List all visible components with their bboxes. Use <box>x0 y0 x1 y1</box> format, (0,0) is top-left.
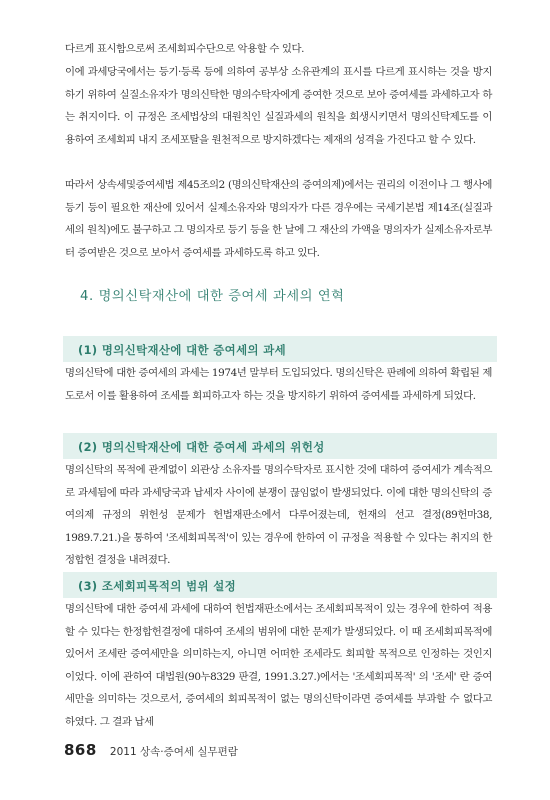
page-number: 868 <box>64 741 97 759</box>
subheading-2-box <box>63 433 497 459</box>
book-title: 2011 상속·증여세 실무편람 <box>109 746 238 758</box>
subheading-3: (3) 조세회피목적의 범위 설정 <box>78 579 237 593</box>
subheading-3-box <box>63 572 497 598</box>
paragraph-sub2: 명의신탁의 목적에 관계없이 외관상 소유자를 명의수탁자로 표시한 것에 대하여 증여세가 계속적으로 과세됨에 따라 과세당국과 납세자 사이에 분쟁이 끊임없이 발생되었다. 이에 대한 명의신탁의 증여의제 규정의 위헌성 문제가 헌법재판소에서 다루어졌는데, 헌재의 선고 결정(89헌마38, 1989.7.21.)을 통하여 '조세회피목적'이 있는 경우에 한하여 이 규정을 적용할 수 있다는 취지의 한정합헌 결정을 내려졌다. <box>65 464 492 566</box>
paragraph-sub3: 명의신탁에 대한 증여세 과세에 대하여 헌법재판소에서는 조세회피목적이 있는 경우에 한하여 적용할 수 있다는 한정합헌결정에 대하여 조세의 범위에 대한 문제가 발생되었다. 이 때 조세회피목적에 있어서 조세란 증여세만을 의미하는지, 아니면 어떠한 조세라도 회피할 목적으로 인정하는 것인지 이었다. 이에 관하여 대법원(90누8329 판결, 1991.3.27.)에서는 '조세회피목적' 의 '조세' 란 증여세만을 의미하는 것으로서, 증여세의 회피목적이 없는 명의신탁이라면 증여세를 부과할 수 없다고 하였다. 그 결과 납세 <box>65 603 492 728</box>
paragraph-statute: 따라서 상속세및증여세법 제45조의2 (명의신탁재산의 증여의제)에서는 권리의 이전이나 그 행사에 등기 등이 필요한 재산에 있어서 실제소유자와 명의자가 다른 경우에는 국세기본법 제14조(실질과세의 원칙)에도 불구하고 그 명의자로 등기 등을 한 날에 그 재산의 가액을 명의자가 실제소유자로부터 증여받은 것으로 보아서 증여세를 과세하도록 하고 있다. <box>65 179 492 259</box>
subheading-1: (1) 명의신탁재산에 대한 증여세의 과세 <box>78 343 287 357</box>
subheading-1-box <box>63 336 497 362</box>
paragraph-purpose: 이에 과세당국에서는 등기·등록 등에 의하여 공부상 소유관계의 표시를 다르게 표시하는 것을 방지하기 위하여 실질소유자가 명의신탁한 명의수탁자에게 증여한 것으로 보아 증여세를 과세하고자 하는 취지이다. 이 규정은 조세법상의 대원칙인 실질과세의 원칙을 희생시키면서 명의신탁제도를 이용하여 조세회피 내지 조세포탈을 원천적으로 방지하겠다는 제재의 성격을 가진다고 할 수 있다. <box>65 66 492 146</box>
page-footer <box>64 740 238 759</box>
paragraph-continuation: 다르게 표시함으로써 조세회피수단으로 악용할 수 있다. <box>65 43 305 55</box>
subheading-2: (2) 명의신탁재산에 대한 증여세 과세의 위헌성 <box>78 440 325 454</box>
paragraph-sub1: 명의신탁에 대한 증여세의 과세는 1974년 말부터 도입되었다. 명의신탁은 판례에 의하여 확립된 제도로서 이를 활용하여 조세를 회피하고자 하는 것을 방지하기 위하여 증여세를 과세하게 되었다. <box>65 367 492 402</box>
section-heading: 4. 명의신탁재산에 대한 증여세 과세의 연혁 <box>80 289 345 304</box>
